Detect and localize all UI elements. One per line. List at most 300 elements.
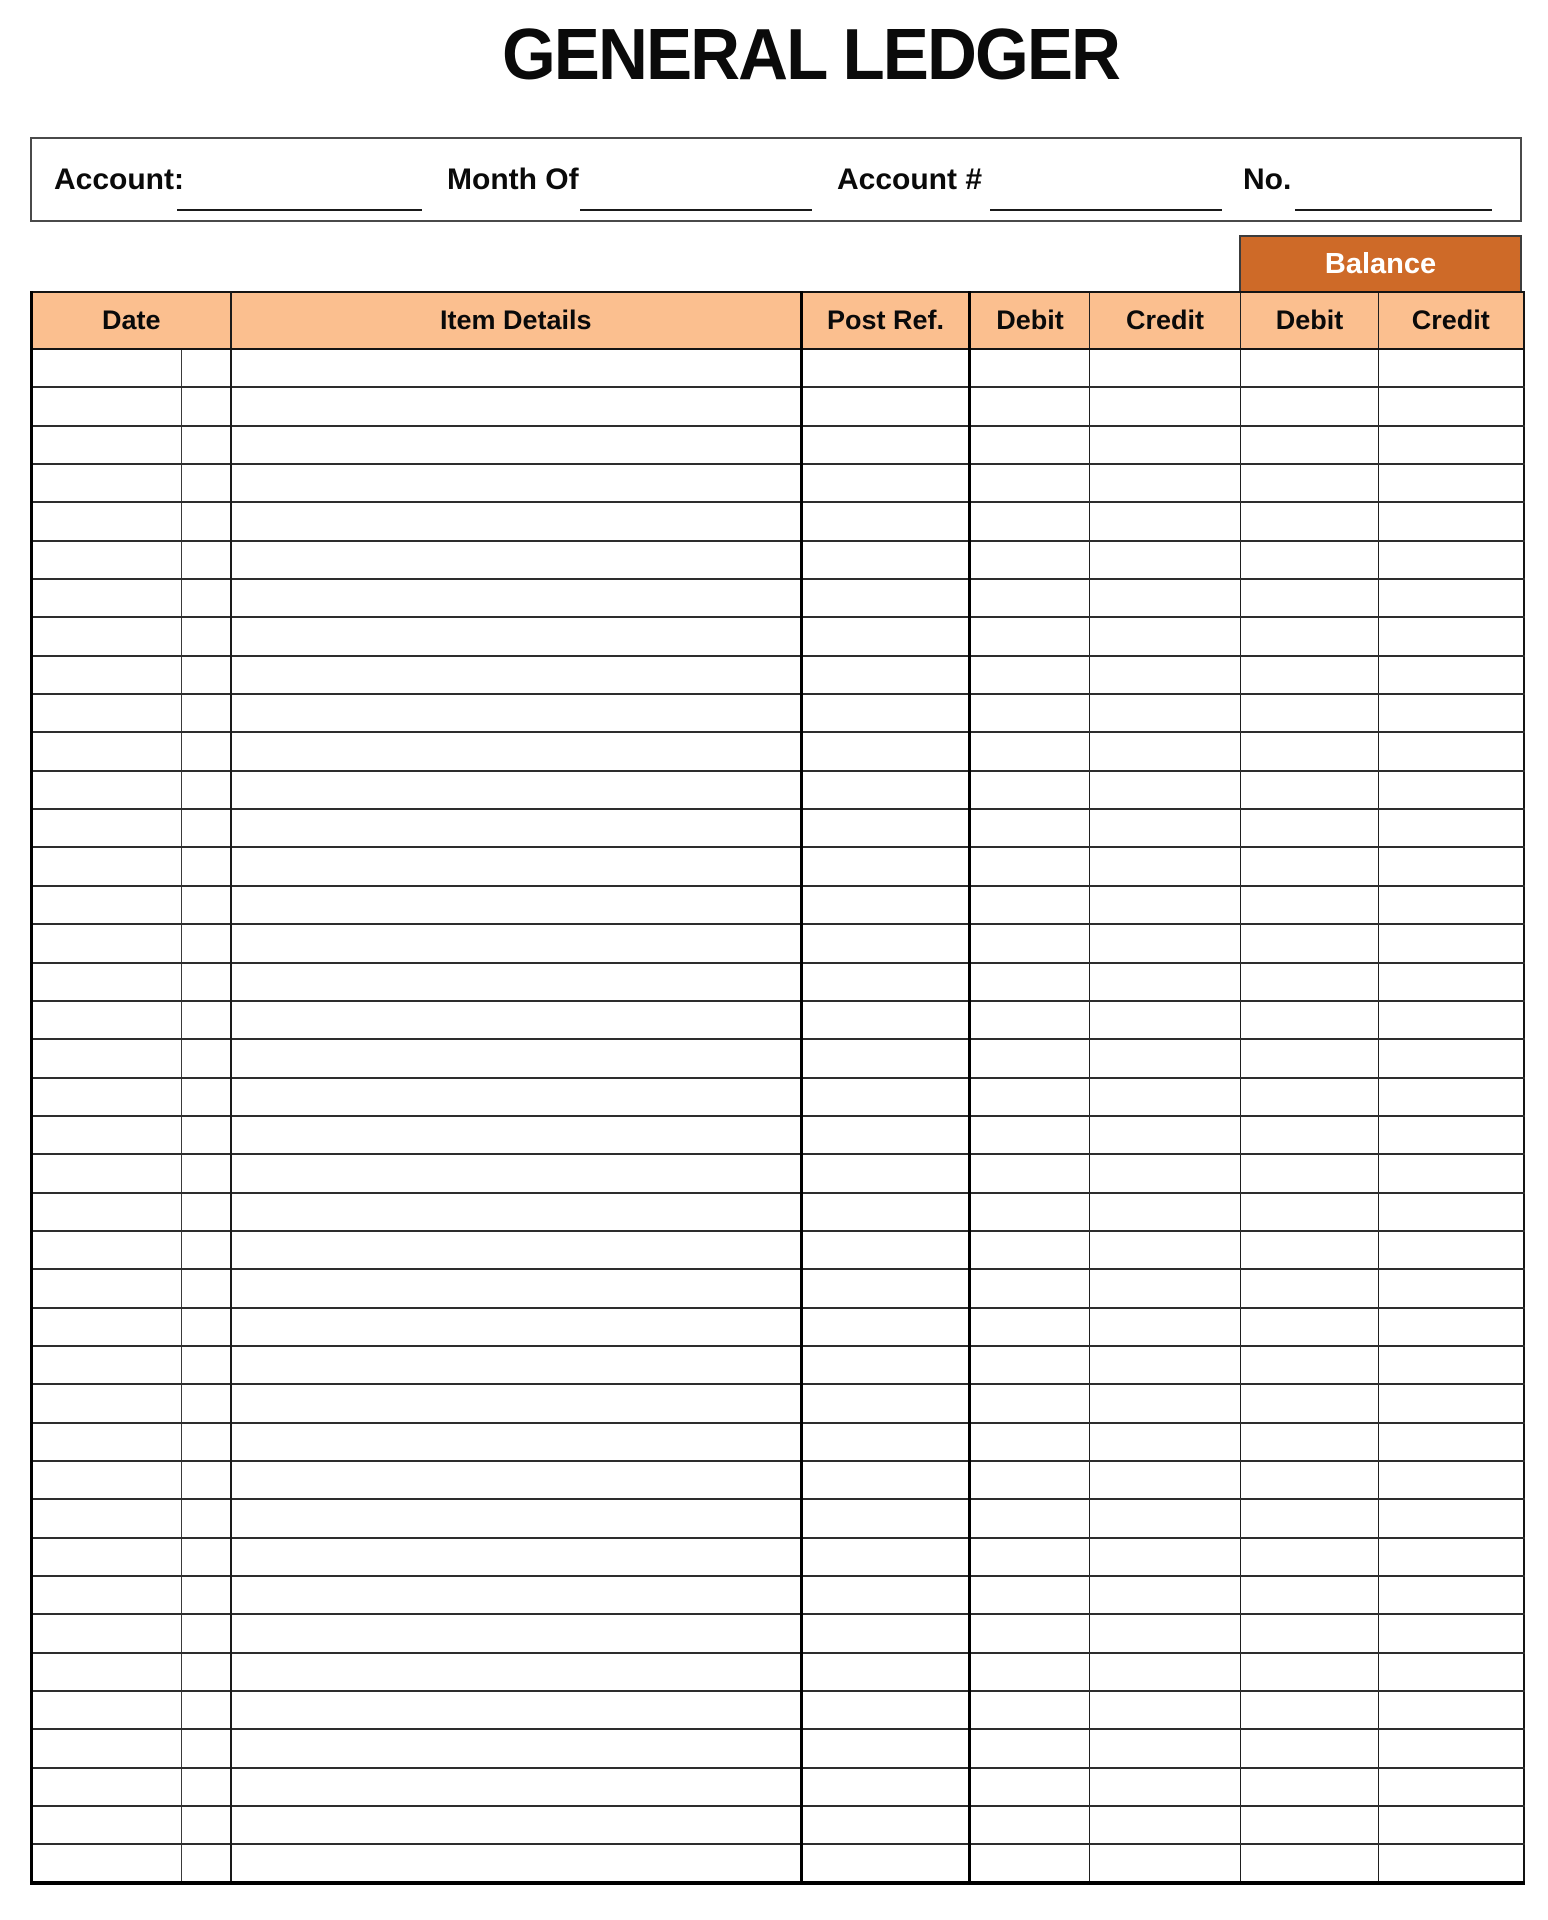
credit-cell[interactable] bbox=[1090, 464, 1241, 502]
balance-credit-cell[interactable] bbox=[1379, 1231, 1524, 1269]
credit-cell[interactable] bbox=[1090, 732, 1241, 770]
post-ref-cell[interactable] bbox=[802, 1346, 970, 1384]
date-month-cell[interactable] bbox=[32, 426, 182, 464]
balance-credit-cell[interactable] bbox=[1379, 1614, 1524, 1652]
date-day-cell[interactable] bbox=[182, 617, 231, 655]
balance-credit-cell[interactable] bbox=[1379, 1193, 1524, 1231]
credit-cell[interactable] bbox=[1090, 1653, 1241, 1691]
balance-debit-cell[interactable] bbox=[1241, 1384, 1379, 1422]
date-day-cell[interactable] bbox=[182, 1193, 231, 1231]
credit-cell[interactable] bbox=[1090, 426, 1241, 464]
balance-debit-cell[interactable] bbox=[1241, 1269, 1379, 1307]
balance-credit-cell[interactable] bbox=[1379, 1039, 1524, 1077]
credit-cell[interactable] bbox=[1090, 656, 1241, 694]
item-details-cell[interactable] bbox=[231, 656, 802, 694]
date-day-cell[interactable] bbox=[182, 963, 231, 1001]
debit-cell[interactable] bbox=[970, 656, 1090, 694]
debit-cell[interactable] bbox=[970, 1806, 1090, 1844]
credit-cell[interactable] bbox=[1090, 617, 1241, 655]
balance-credit-cell[interactable] bbox=[1379, 886, 1524, 924]
date-month-cell[interactable] bbox=[32, 1499, 182, 1537]
post-ref-cell[interactable] bbox=[802, 1499, 970, 1537]
balance-credit-cell[interactable] bbox=[1379, 1461, 1524, 1499]
date-day-cell[interactable] bbox=[182, 1154, 231, 1192]
debit-cell[interactable] bbox=[970, 847, 1090, 885]
date-day-cell[interactable] bbox=[182, 847, 231, 885]
credit-cell[interactable] bbox=[1090, 1538, 1241, 1576]
post-ref-cell[interactable] bbox=[802, 1844, 970, 1882]
balance-credit-cell[interactable] bbox=[1379, 771, 1524, 809]
item-details-cell[interactable] bbox=[231, 1576, 802, 1614]
balance-credit-cell[interactable] bbox=[1379, 963, 1524, 1001]
item-details-cell[interactable] bbox=[231, 771, 802, 809]
debit-cell[interactable] bbox=[970, 426, 1090, 464]
balance-debit-cell[interactable] bbox=[1241, 1691, 1379, 1729]
post-ref-cell[interactable] bbox=[802, 1768, 970, 1806]
balance-credit-cell[interactable] bbox=[1379, 502, 1524, 540]
post-ref-cell[interactable] bbox=[802, 1384, 970, 1422]
date-day-cell[interactable] bbox=[182, 1346, 231, 1384]
date-day-cell[interactable] bbox=[182, 464, 231, 502]
balance-debit-cell[interactable] bbox=[1241, 464, 1379, 502]
credit-cell[interactable] bbox=[1090, 1614, 1241, 1652]
post-ref-cell[interactable] bbox=[802, 1653, 970, 1691]
date-month-cell[interactable] bbox=[32, 809, 182, 847]
date-month-cell[interactable] bbox=[32, 1039, 182, 1077]
post-ref-cell[interactable] bbox=[802, 771, 970, 809]
post-ref-cell[interactable] bbox=[802, 1154, 970, 1192]
date-month-cell[interactable] bbox=[32, 1078, 182, 1116]
item-details-cell[interactable] bbox=[231, 1768, 802, 1806]
post-ref-cell[interactable] bbox=[802, 1729, 970, 1767]
item-details-cell[interactable] bbox=[231, 732, 802, 770]
credit-cell[interactable] bbox=[1090, 387, 1241, 425]
date-month-cell[interactable] bbox=[32, 349, 182, 387]
credit-cell[interactable] bbox=[1090, 771, 1241, 809]
debit-cell[interactable] bbox=[970, 1308, 1090, 1346]
post-ref-cell[interactable] bbox=[802, 924, 970, 962]
item-details-cell[interactable] bbox=[231, 886, 802, 924]
post-ref-cell[interactable] bbox=[802, 1269, 970, 1307]
balance-debit-cell[interactable] bbox=[1241, 1001, 1379, 1039]
debit-cell[interactable] bbox=[970, 1078, 1090, 1116]
item-details-cell[interactable] bbox=[231, 387, 802, 425]
date-day-cell[interactable] bbox=[182, 1423, 231, 1461]
date-month-cell[interactable] bbox=[32, 464, 182, 502]
item-details-cell[interactable] bbox=[231, 1078, 802, 1116]
date-month-cell[interactable] bbox=[32, 732, 182, 770]
credit-cell[interactable] bbox=[1090, 963, 1241, 1001]
post-ref-cell[interactable] bbox=[802, 426, 970, 464]
balance-debit-cell[interactable] bbox=[1241, 579, 1379, 617]
date-day-cell[interactable] bbox=[182, 1691, 231, 1729]
date-month-cell[interactable] bbox=[32, 1614, 182, 1652]
credit-cell[interactable] bbox=[1090, 809, 1241, 847]
item-details-cell[interactable] bbox=[231, 963, 802, 1001]
post-ref-cell[interactable] bbox=[802, 886, 970, 924]
balance-debit-cell[interactable] bbox=[1241, 1806, 1379, 1844]
debit-cell[interactable] bbox=[970, 1691, 1090, 1729]
balance-debit-cell[interactable] bbox=[1241, 541, 1379, 579]
date-month-cell[interactable] bbox=[32, 1384, 182, 1422]
balance-debit-cell[interactable] bbox=[1241, 1423, 1379, 1461]
credit-cell[interactable] bbox=[1090, 924, 1241, 962]
balance-credit-cell[interactable] bbox=[1379, 387, 1524, 425]
item-details-cell[interactable] bbox=[231, 924, 802, 962]
item-details-cell[interactable] bbox=[231, 1538, 802, 1576]
balance-debit-cell[interactable] bbox=[1241, 1576, 1379, 1614]
item-details-cell[interactable] bbox=[231, 1614, 802, 1652]
item-details-cell[interactable] bbox=[231, 1154, 802, 1192]
debit-cell[interactable] bbox=[970, 541, 1090, 579]
balance-credit-cell[interactable] bbox=[1379, 1078, 1524, 1116]
debit-cell[interactable] bbox=[970, 1423, 1090, 1461]
credit-cell[interactable] bbox=[1090, 349, 1241, 387]
credit-cell[interactable] bbox=[1090, 1768, 1241, 1806]
item-details-cell[interactable] bbox=[231, 809, 802, 847]
item-details-cell[interactable] bbox=[231, 617, 802, 655]
date-day-cell[interactable] bbox=[182, 502, 231, 540]
date-month-cell[interactable] bbox=[32, 847, 182, 885]
debit-cell[interactable] bbox=[970, 1538, 1090, 1576]
debit-cell[interactable] bbox=[970, 1729, 1090, 1767]
balance-credit-cell[interactable] bbox=[1379, 426, 1524, 464]
debit-cell[interactable] bbox=[970, 1231, 1090, 1269]
debit-cell[interactable] bbox=[970, 694, 1090, 732]
date-month-cell[interactable] bbox=[32, 963, 182, 1001]
post-ref-cell[interactable] bbox=[802, 1538, 970, 1576]
date-month-cell[interactable] bbox=[32, 1653, 182, 1691]
credit-cell[interactable] bbox=[1090, 1384, 1241, 1422]
balance-credit-cell[interactable] bbox=[1379, 1001, 1524, 1039]
date-day-cell[interactable] bbox=[182, 1039, 231, 1077]
item-details-cell[interactable] bbox=[231, 1806, 802, 1844]
debit-cell[interactable] bbox=[970, 617, 1090, 655]
credit-cell[interactable] bbox=[1090, 1039, 1241, 1077]
post-ref-cell[interactable] bbox=[802, 617, 970, 655]
balance-credit-cell[interactable] bbox=[1379, 1499, 1524, 1537]
date-month-cell[interactable] bbox=[32, 924, 182, 962]
credit-cell[interactable] bbox=[1090, 886, 1241, 924]
item-details-cell[interactable] bbox=[231, 541, 802, 579]
balance-debit-cell[interactable] bbox=[1241, 1844, 1379, 1882]
balance-debit-cell[interactable] bbox=[1241, 1154, 1379, 1192]
post-ref-cell[interactable] bbox=[802, 656, 970, 694]
no-input-line[interactable] bbox=[1295, 183, 1492, 211]
month-of-input-line[interactable] bbox=[580, 183, 812, 211]
balance-credit-cell[interactable] bbox=[1379, 1154, 1524, 1192]
balance-credit-cell[interactable] bbox=[1379, 579, 1524, 617]
date-day-cell[interactable] bbox=[182, 1078, 231, 1116]
date-month-cell[interactable] bbox=[32, 1346, 182, 1384]
balance-credit-cell[interactable] bbox=[1379, 1384, 1524, 1422]
date-day-cell[interactable] bbox=[182, 771, 231, 809]
credit-cell[interactable] bbox=[1090, 1844, 1241, 1882]
item-details-cell[interactable] bbox=[231, 1499, 802, 1537]
date-day-cell[interactable] bbox=[182, 924, 231, 962]
credit-cell[interactable] bbox=[1090, 1729, 1241, 1767]
credit-cell[interactable] bbox=[1090, 1308, 1241, 1346]
balance-credit-cell[interactable] bbox=[1379, 656, 1524, 694]
credit-cell[interactable] bbox=[1090, 1231, 1241, 1269]
credit-cell[interactable] bbox=[1090, 847, 1241, 885]
debit-cell[interactable] bbox=[970, 1001, 1090, 1039]
post-ref-cell[interactable] bbox=[802, 1231, 970, 1269]
balance-credit-cell[interactable] bbox=[1379, 1269, 1524, 1307]
debit-cell[interactable] bbox=[970, 963, 1090, 1001]
balance-debit-cell[interactable] bbox=[1241, 502, 1379, 540]
date-month-cell[interactable] bbox=[32, 1729, 182, 1767]
balance-debit-cell[interactable] bbox=[1241, 809, 1379, 847]
date-day-cell[interactable] bbox=[182, 579, 231, 617]
post-ref-cell[interactable] bbox=[802, 1193, 970, 1231]
post-ref-cell[interactable] bbox=[802, 732, 970, 770]
item-details-cell[interactable] bbox=[231, 1308, 802, 1346]
date-month-cell[interactable] bbox=[32, 1768, 182, 1806]
date-day-cell[interactable] bbox=[182, 1269, 231, 1307]
item-details-cell[interactable] bbox=[231, 1691, 802, 1729]
debit-cell[interactable] bbox=[970, 1614, 1090, 1652]
balance-debit-cell[interactable] bbox=[1241, 1039, 1379, 1077]
date-month-cell[interactable] bbox=[32, 1691, 182, 1729]
credit-cell[interactable] bbox=[1090, 1691, 1241, 1729]
credit-cell[interactable] bbox=[1090, 579, 1241, 617]
date-day-cell[interactable] bbox=[182, 809, 231, 847]
date-month-cell[interactable] bbox=[32, 1806, 182, 1844]
balance-debit-cell[interactable] bbox=[1241, 1078, 1379, 1116]
account-input-line[interactable] bbox=[177, 183, 422, 211]
credit-cell[interactable] bbox=[1090, 1346, 1241, 1384]
date-day-cell[interactable] bbox=[182, 1653, 231, 1691]
debit-cell[interactable] bbox=[970, 464, 1090, 502]
date-month-cell[interactable] bbox=[32, 1461, 182, 1499]
date-month-cell[interactable] bbox=[32, 1844, 182, 1882]
date-month-cell[interactable] bbox=[32, 886, 182, 924]
balance-credit-cell[interactable] bbox=[1379, 1116, 1524, 1154]
date-month-cell[interactable] bbox=[32, 1231, 182, 1269]
date-month-cell[interactable] bbox=[32, 502, 182, 540]
balance-debit-cell[interactable] bbox=[1241, 732, 1379, 770]
credit-cell[interactable] bbox=[1090, 1193, 1241, 1231]
credit-cell[interactable] bbox=[1090, 694, 1241, 732]
date-day-cell[interactable] bbox=[182, 886, 231, 924]
post-ref-cell[interactable] bbox=[802, 1001, 970, 1039]
credit-cell[interactable] bbox=[1090, 1461, 1241, 1499]
balance-credit-cell[interactable] bbox=[1379, 349, 1524, 387]
balance-credit-cell[interactable] bbox=[1379, 1768, 1524, 1806]
balance-debit-cell[interactable] bbox=[1241, 1653, 1379, 1691]
item-details-cell[interactable] bbox=[231, 1461, 802, 1499]
post-ref-cell[interactable] bbox=[802, 579, 970, 617]
item-details-cell[interactable] bbox=[231, 1844, 802, 1882]
debit-cell[interactable] bbox=[970, 387, 1090, 425]
debit-cell[interactable] bbox=[970, 924, 1090, 962]
debit-cell[interactable] bbox=[970, 502, 1090, 540]
credit-cell[interactable] bbox=[1090, 1499, 1241, 1537]
balance-debit-cell[interactable] bbox=[1241, 1538, 1379, 1576]
post-ref-cell[interactable] bbox=[802, 1308, 970, 1346]
debit-cell[interactable] bbox=[970, 1499, 1090, 1537]
post-ref-cell[interactable] bbox=[802, 1576, 970, 1614]
post-ref-cell[interactable] bbox=[802, 1116, 970, 1154]
credit-cell[interactable] bbox=[1090, 1269, 1241, 1307]
balance-debit-cell[interactable] bbox=[1241, 1193, 1379, 1231]
date-month-cell[interactable] bbox=[32, 617, 182, 655]
balance-credit-cell[interactable] bbox=[1379, 1691, 1524, 1729]
date-month-cell[interactable] bbox=[32, 1116, 182, 1154]
balance-debit-cell[interactable] bbox=[1241, 1231, 1379, 1269]
date-month-cell[interactable] bbox=[32, 771, 182, 809]
balance-credit-cell[interactable] bbox=[1379, 1729, 1524, 1767]
date-day-cell[interactable] bbox=[182, 1538, 231, 1576]
date-day-cell[interactable] bbox=[182, 1806, 231, 1844]
post-ref-cell[interactable] bbox=[802, 1614, 970, 1652]
debit-cell[interactable] bbox=[970, 886, 1090, 924]
balance-debit-cell[interactable] bbox=[1241, 886, 1379, 924]
debit-cell[interactable] bbox=[970, 1844, 1090, 1882]
credit-cell[interactable] bbox=[1090, 1576, 1241, 1614]
post-ref-cell[interactable] bbox=[802, 809, 970, 847]
date-month-cell[interactable] bbox=[32, 387, 182, 425]
item-details-cell[interactable] bbox=[231, 502, 802, 540]
balance-credit-cell[interactable] bbox=[1379, 1653, 1524, 1691]
balance-credit-cell[interactable] bbox=[1379, 1538, 1524, 1576]
item-details-cell[interactable] bbox=[231, 1231, 802, 1269]
date-month-cell[interactable] bbox=[32, 1538, 182, 1576]
date-day-cell[interactable] bbox=[182, 1729, 231, 1767]
balance-credit-cell[interactable] bbox=[1379, 924, 1524, 962]
item-details-cell[interactable] bbox=[231, 1653, 802, 1691]
credit-cell[interactable] bbox=[1090, 1001, 1241, 1039]
balance-debit-cell[interactable] bbox=[1241, 349, 1379, 387]
date-month-cell[interactable] bbox=[32, 694, 182, 732]
debit-cell[interactable] bbox=[970, 579, 1090, 617]
item-details-cell[interactable] bbox=[231, 1423, 802, 1461]
date-day-cell[interactable] bbox=[182, 1499, 231, 1537]
balance-credit-cell[interactable] bbox=[1379, 732, 1524, 770]
balance-debit-cell[interactable] bbox=[1241, 1346, 1379, 1384]
item-details-cell[interactable] bbox=[231, 1384, 802, 1422]
post-ref-cell[interactable] bbox=[802, 387, 970, 425]
post-ref-cell[interactable] bbox=[802, 502, 970, 540]
date-day-cell[interactable] bbox=[182, 1231, 231, 1269]
credit-cell[interactable] bbox=[1090, 1154, 1241, 1192]
debit-cell[interactable] bbox=[970, 732, 1090, 770]
item-details-cell[interactable] bbox=[231, 426, 802, 464]
date-day-cell[interactable] bbox=[182, 349, 231, 387]
debit-cell[interactable] bbox=[970, 1768, 1090, 1806]
post-ref-cell[interactable] bbox=[802, 847, 970, 885]
date-day-cell[interactable] bbox=[182, 426, 231, 464]
date-month-cell[interactable] bbox=[32, 1154, 182, 1192]
item-details-cell[interactable] bbox=[231, 847, 802, 885]
date-day-cell[interactable] bbox=[182, 732, 231, 770]
debit-cell[interactable] bbox=[970, 1653, 1090, 1691]
debit-cell[interactable] bbox=[970, 1461, 1090, 1499]
date-month-cell[interactable] bbox=[32, 1423, 182, 1461]
post-ref-cell[interactable] bbox=[802, 541, 970, 579]
date-day-cell[interactable] bbox=[182, 1384, 231, 1422]
balance-debit-cell[interactable] bbox=[1241, 1461, 1379, 1499]
balance-debit-cell[interactable] bbox=[1241, 1116, 1379, 1154]
debit-cell[interactable] bbox=[970, 1384, 1090, 1422]
item-details-cell[interactable] bbox=[231, 349, 802, 387]
item-details-cell[interactable] bbox=[231, 464, 802, 502]
date-month-cell[interactable] bbox=[32, 541, 182, 579]
post-ref-cell[interactable] bbox=[802, 464, 970, 502]
date-day-cell[interactable] bbox=[182, 1308, 231, 1346]
post-ref-cell[interactable] bbox=[802, 349, 970, 387]
balance-debit-cell[interactable] bbox=[1241, 387, 1379, 425]
debit-cell[interactable] bbox=[970, 1269, 1090, 1307]
balance-debit-cell[interactable] bbox=[1241, 617, 1379, 655]
date-day-cell[interactable] bbox=[182, 1116, 231, 1154]
balance-credit-cell[interactable] bbox=[1379, 464, 1524, 502]
balance-credit-cell[interactable] bbox=[1379, 1423, 1524, 1461]
balance-debit-cell[interactable] bbox=[1241, 694, 1379, 732]
date-day-cell[interactable] bbox=[182, 1768, 231, 1806]
item-details-cell[interactable] bbox=[231, 1116, 802, 1154]
date-month-cell[interactable] bbox=[32, 1308, 182, 1346]
balance-debit-cell[interactable] bbox=[1241, 1768, 1379, 1806]
credit-cell[interactable] bbox=[1090, 541, 1241, 579]
date-day-cell[interactable] bbox=[182, 1461, 231, 1499]
balance-debit-cell[interactable] bbox=[1241, 656, 1379, 694]
balance-debit-cell[interactable] bbox=[1241, 847, 1379, 885]
balance-debit-cell[interactable] bbox=[1241, 426, 1379, 464]
balance-credit-cell[interactable] bbox=[1379, 1346, 1524, 1384]
date-day-cell[interactable] bbox=[182, 1614, 231, 1652]
debit-cell[interactable] bbox=[970, 1346, 1090, 1384]
account-number-input-line[interactable] bbox=[990, 183, 1222, 211]
date-month-cell[interactable] bbox=[32, 1576, 182, 1614]
post-ref-cell[interactable] bbox=[802, 694, 970, 732]
credit-cell[interactable] bbox=[1090, 502, 1241, 540]
date-day-cell[interactable] bbox=[182, 1576, 231, 1614]
date-month-cell[interactable] bbox=[32, 579, 182, 617]
debit-cell[interactable] bbox=[970, 1116, 1090, 1154]
debit-cell[interactable] bbox=[970, 1193, 1090, 1231]
post-ref-cell[interactable] bbox=[802, 1691, 970, 1729]
credit-cell[interactable] bbox=[1090, 1116, 1241, 1154]
balance-credit-cell[interactable] bbox=[1379, 847, 1524, 885]
date-day-cell[interactable] bbox=[182, 387, 231, 425]
debit-cell[interactable] bbox=[970, 349, 1090, 387]
balance-credit-cell[interactable] bbox=[1379, 694, 1524, 732]
item-details-cell[interactable] bbox=[231, 1729, 802, 1767]
balance-credit-cell[interactable] bbox=[1379, 1844, 1524, 1882]
item-details-cell[interactable] bbox=[231, 1001, 802, 1039]
balance-debit-cell[interactable] bbox=[1241, 963, 1379, 1001]
balance-debit-cell[interactable] bbox=[1241, 1499, 1379, 1537]
item-details-cell[interactable] bbox=[231, 1269, 802, 1307]
date-month-cell[interactable] bbox=[32, 1193, 182, 1231]
post-ref-cell[interactable] bbox=[802, 1423, 970, 1461]
date-day-cell[interactable] bbox=[182, 541, 231, 579]
post-ref-cell[interactable] bbox=[802, 1806, 970, 1844]
date-day-cell[interactable] bbox=[182, 694, 231, 732]
balance-debit-cell[interactable] bbox=[1241, 924, 1379, 962]
date-month-cell[interactable] bbox=[32, 1001, 182, 1039]
balance-debit-cell[interactable] bbox=[1241, 1729, 1379, 1767]
balance-debit-cell[interactable] bbox=[1241, 1614, 1379, 1652]
credit-cell[interactable] bbox=[1090, 1078, 1241, 1116]
post-ref-cell[interactable] bbox=[802, 1039, 970, 1077]
date-month-cell[interactable] bbox=[32, 656, 182, 694]
balance-credit-cell[interactable] bbox=[1379, 617, 1524, 655]
balance-debit-cell[interactable] bbox=[1241, 771, 1379, 809]
balance-credit-cell[interactable] bbox=[1379, 1806, 1524, 1844]
